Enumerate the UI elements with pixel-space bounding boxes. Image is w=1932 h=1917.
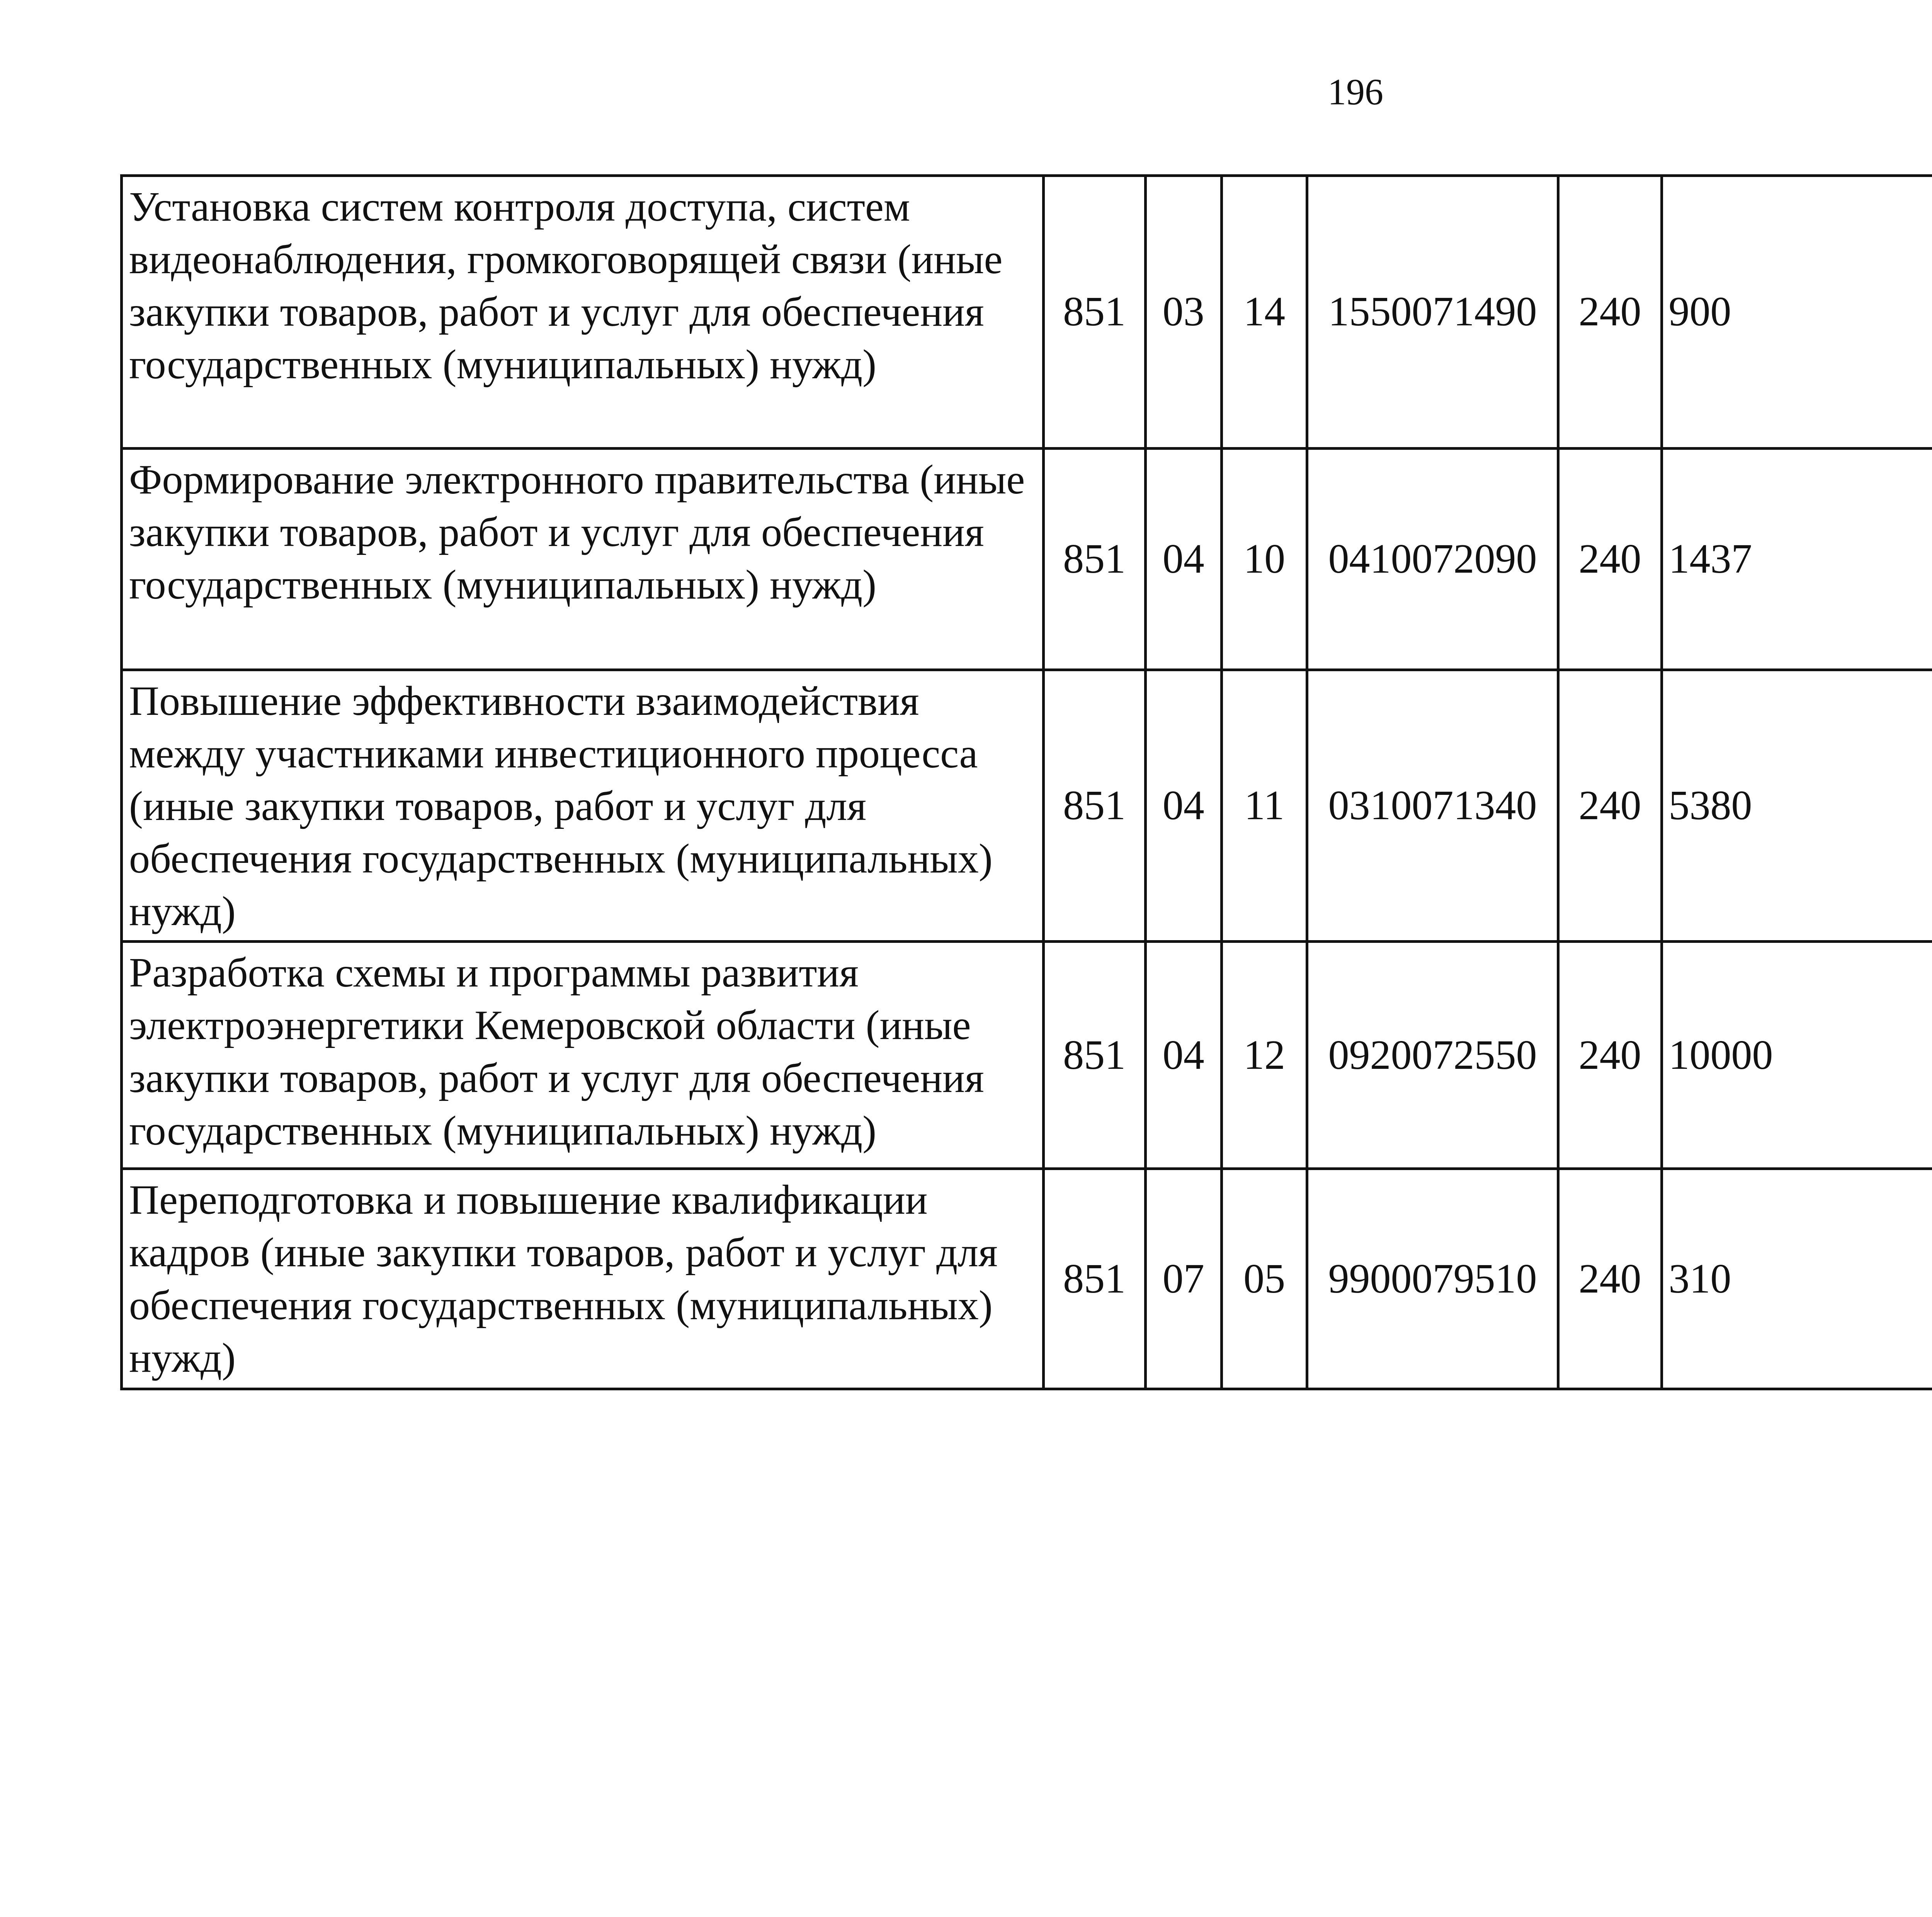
expense-type-cell: 240 xyxy=(1558,942,1662,1169)
subsection-code-cell: 10 xyxy=(1221,449,1307,670)
page-number: 196 xyxy=(1328,71,1383,112)
row-description: Переподготовка и повышение квалификации кадров (иные закупки товаров, работ и услуг для обеспечения государственных (муниципальных) нужд) xyxy=(122,1169,1044,1389)
row-description: Повышение эффективности взаимодействия между участниками инвестиционного процесса (иные закупки товаров, работ и услуг для обеспечения государственных (муниципальных) нужд) xyxy=(122,670,1044,942)
admin-code-cell: 851 xyxy=(1043,449,1145,670)
subsection-code-cell: 05 xyxy=(1221,1169,1307,1389)
admin-code-cell: 851 xyxy=(1043,670,1145,942)
section-code-cell: 07 xyxy=(1145,1169,1221,1389)
target-code-cell: 1550071490 xyxy=(1307,176,1558,449)
expense-type-cell: 240 xyxy=(1558,1169,1662,1389)
target-code-cell: 0310071340 xyxy=(1307,670,1558,942)
table-row xyxy=(122,449,1932,670)
target-code-cell: 0920072550 xyxy=(1307,942,1558,1169)
subsection-code-cell: 11 xyxy=(1221,670,1307,942)
expense-type-cell: 240 xyxy=(1558,449,1662,670)
subsection-code-cell: 14 xyxy=(1221,176,1307,449)
amount-cell: 10000 xyxy=(1662,942,1932,1169)
budget-table xyxy=(120,174,1932,1390)
section-code-cell: 04 xyxy=(1145,449,1221,670)
amount-cell: 310 xyxy=(1662,1169,1932,1389)
expense-type-cell: 240 xyxy=(1558,176,1662,449)
target-code-cell: 9900079510 xyxy=(1307,1169,1558,1389)
section-code-cell: 03 xyxy=(1145,176,1221,449)
section-code-cell: 04 xyxy=(1145,942,1221,1169)
amount-cell: 5380 xyxy=(1662,670,1932,942)
expense-type-cell: 240 xyxy=(1558,670,1662,942)
section-code-cell: 04 xyxy=(1145,670,1221,942)
row-description: Формирование электронного правительства (иные закупки товаров, работ и услуг для обеспечения государственных (муниципальных) нужд) xyxy=(122,449,1044,670)
admin-code-cell: 851 xyxy=(1043,176,1145,449)
table-row xyxy=(122,176,1932,449)
admin-code-cell: 851 xyxy=(1043,942,1145,1169)
table-row xyxy=(122,670,1932,942)
target-code-cell: 0410072090 xyxy=(1307,449,1558,670)
amount-cell: 900 xyxy=(1662,176,1932,449)
table-row xyxy=(122,1169,1932,1389)
subsection-code-cell: 12 xyxy=(1221,942,1307,1169)
amount-cell: 1437 xyxy=(1662,449,1932,670)
row-description: Установка систем контроля доступа, систем видеонаблюдения, громкоговорящей связи (иные закупки товаров, работ и услуг для обеспечения государственных (муниципальных) нужд) xyxy=(122,176,1044,449)
table-row xyxy=(122,942,1932,1169)
admin-code-cell: 851 xyxy=(1043,1169,1145,1389)
row-description: Разработка схемы и программы развития электроэнергетики Кемеровской области (иные закупки товаров, работ и услуг для обеспечения государственных (муниципальных) нужд) xyxy=(122,942,1044,1169)
